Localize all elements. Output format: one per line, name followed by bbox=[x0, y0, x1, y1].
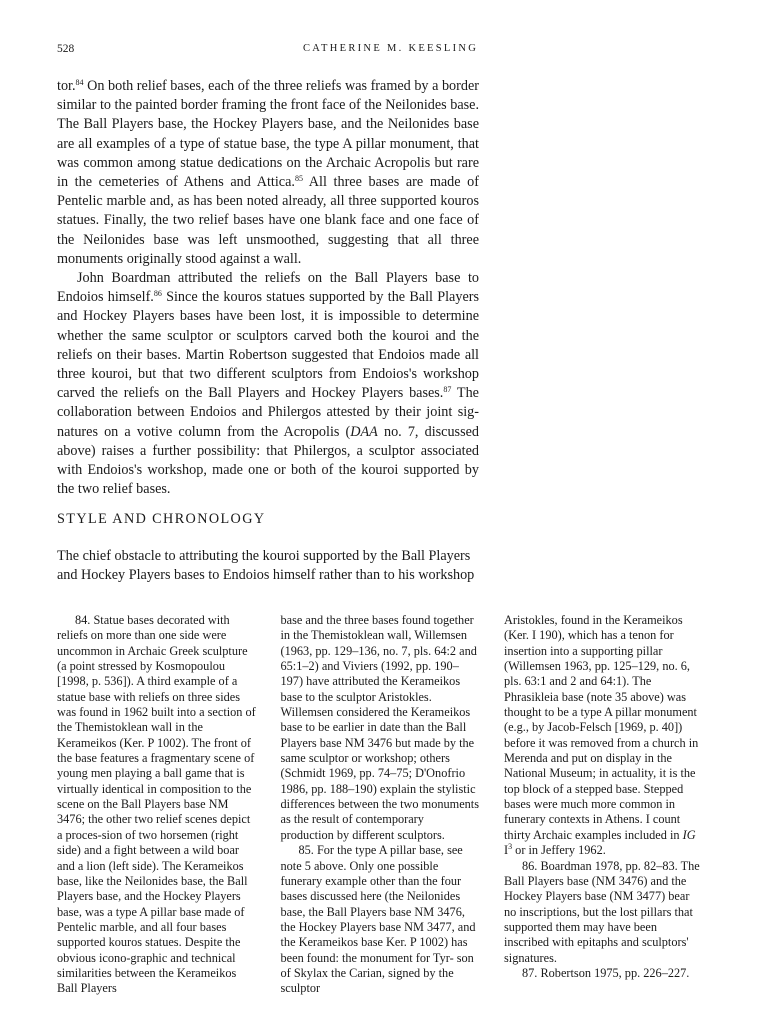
section-heading: STYLE AND CHRONOLOGY bbox=[57, 511, 266, 527]
body-paragraph: John Boardman attributed the reliefs on the Ball Players base to Endoios himself.$^{86}$ Since the kouros statues supported by the Ball Players and Hockey Players bases have been lost, it is impossible to determine whether the same sculptor or sculptors carved both the kouroi and the reliefs on their bases. Martin Robertson suggested that Endoios made all three kouroi, but that two different sculptors from Endoios's workshop carved the reliefs on the Ball Players and Hockey Players bases.$^{87}$ The collaboration between Endoios and Philergos attested by their joint sig-natures on a votive column from the Acropolis (DAA no. 7, discussed above) raises a further possibility: that Philergos, a sculptor associated with Endoios's workshop, made one or both of the kouroi supported by the two relief bases. bbox=[57, 270, 479, 498]
footnote-ref-86: 86 bbox=[153, 289, 162, 299]
footnote-87: 87. Robertson 1975, pp. 226–227. bbox=[522, 965, 690, 980]
footnote-84: 84. Statue bases decorated with reliefs on more than one side were uncommon in Archaic Greek sculpture (a point stressed by Kosmopoulou [1998, p. 536]). A third example of a statue base with reliefs on three sides was found in 1962 built into a section of the Themistoklean wall in the Kerameikos (Ker. P 1002). The front of the base features a fragmentary scene of young men playing a ball game that is virtually identical in composition to the scene on the Ball Players base NM 3476; the other two relief scenes depict a proces-sion of two horsemen (right side) and a fight between a wild boar and a lion (left side). The Kerameikos base, like the Neilonides base, the Ball Players base, and the Hockey Players base, was a type A pillar base made of Pentelic marble, and all four bases supported kouros statues. Despite the obvious icono-graphic and technical similarities between the Kerameikos Ball Players bbox=[57, 613, 256, 996]
main-text bbox=[57, 77, 479, 499]
footnote-column-1 bbox=[57, 613, 256, 997]
footnote-ref-84: 84 bbox=[75, 78, 84, 87]
running-head-author: CATHERINE M. KEESLING bbox=[303, 43, 479, 54]
section-opening-paragraph: The chief obstacle to attributing the kouroi supported by the Ball Players and Hockey Players bases to Endoios himself rather than to his workshop bbox=[57, 548, 475, 584]
footnote-ref-85: 85 bbox=[294, 174, 303, 184]
footnote-ref-87: 87 bbox=[443, 385, 452, 395]
footnotes bbox=[57, 613, 703, 997]
footnote-84-continued: base and the three bases found together in the Themistoklean wall, Willemsen (1963, pp. 129–136, no. 7, pls. 64:2 and 65:1–2) and Viviers (1992, pp. 190–197) have attributed the Kerameikos base to the sculptor Aristokles. Willemsen considered the Kerameikos base to be earlier in date than the Ball Players base NM 3476 but made by the same sculptor or workshop; others (Schmidt 1969, pp. 74–75; D'Onofrio 1986, pp. 188–190) explain the stylistic differences between the two monuments as the result of contemporary production by different sculptors. bbox=[280, 613, 480, 842]
footnote-85: 85. For the type A pillar base, see note 5 above. Only one possible funerary example other than the four bases discussed here (the Neilonides base, the Ball Players base NM 3476, the Hockey Players base NM 3477, and the Kerameikos base Ker. P 1002) has been found: the monument for Tyr- son of Skylax the Carian, signed by the sculptor bbox=[280, 843, 476, 996]
footnote-85-continued: Aristokles, found in the Kerameikos (Ker. I 190), which has a tenon for insertion into a supporting pillar (Willemsen 1963, pp. 125–129, no. 6, pls. 63:1 and 2 and 64:1). The Phrasikleia base (note 35 above) was thought to be a type A pillar monument (e.g., by Jacob-Felsch [1969, p. 40]) before it was removed from a church in Merenda and put on display in the National Museum; in actuality, it is the top block of a stepped base. Stepped bases were much more common in funerary contexts in Athens. I count thirty Archaic examples included in IG $I^3$ or in Jeffery 1962. bbox=[504, 613, 699, 858]
page-number: 528 bbox=[57, 43, 75, 55]
footnote-column-3 bbox=[504, 613, 703, 997]
footnote-86: 86. Boardman 1978, pp. 82–83. The Ball Players base (NM 3476) and the Hockey Players base (NM 3477) bear no inscriptions, but the lost pillars that supported them may have been inscribed with epitaphs and sculptors' signatures. bbox=[504, 858, 700, 965]
body-paragraph: tor.$^{84}$ On both relief bases, each of the three reliefs was framed by a border similar to the painted border framing the front face of the Neilonides base. The Ball Players base, the Hockey Players base, and the Neilonides base are all examples of a type of statue base, the type A pillar monument, that was common among statue dedications on the Archaic Acropolis but rare in the cemeteries of Athens and Attica.$^{85}$ All three bases are made of Pentelic marble and, as has been noted already, all three supported kouros statues. Finally, the two relief bases have one blank face and one face of the Neilonides base was left unsmoothed, suggesting that all three monuments originally stood against a wall. bbox=[57, 78, 479, 267]
italic-abbrev: DAA bbox=[350, 423, 378, 440]
footnote-column-2 bbox=[281, 613, 480, 997]
